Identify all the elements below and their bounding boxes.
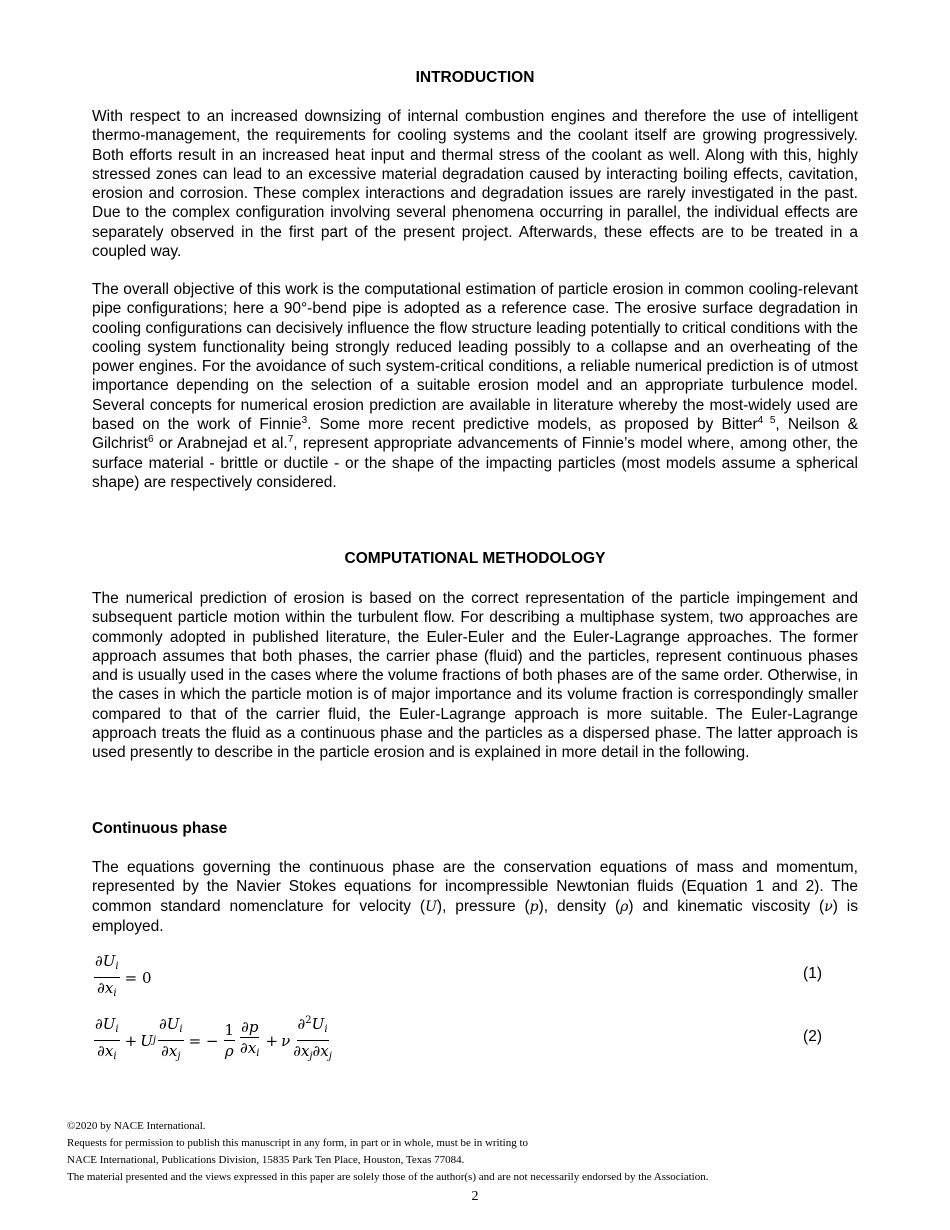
introduction-heading: INTRODUCTION [415, 69, 535, 86]
footer-line-2: Requests for permission to publish this manuscript in any form, in part or in whole, must be in writing to [67, 1137, 529, 1149]
introduction-paragraph-1: With respect to an increased downsizing of internal combustion engines and therefore the use of intelligent thermo-management, the requirements for cooling systems and the coolant itself are growing progressively. Both efforts result in an increased heat input and thermal stress of the coolant as well. Along with this, highly stressed zones can lead to an excessive material degradation caused by interacting boiling effects, cavitation, erosion and corrosion. These complex interactions and degradation issues are rarely investigated in the past. Due to the complex configuration involving several phenomena occurring in parallel, the individual effects are separately observed in the first part of the present project. Afterwards, these effects are to be treated in a coupled way. [92, 108, 858, 261]
intro-p2-text-c: , Neilson & Gilchrist [92, 416, 859, 453]
intro-p2-text-e: , represent appropriate advancements of Finnie’s model where, among other, the surface material - brittle or ductile - or the shape of the impacting particles (most models assume a spherical shape) are respectively considered. [92, 435, 858, 491]
cp-text-b: ), pressure ( [436, 897, 530, 915]
ref-arabnejad: 7 [287, 434, 294, 446]
cp-text-a: The equations governing the continuous phase are the conservation equations of mass and momentum, represented by the Navier Stokes equations for incompressible Newtonian fluids (Equation 1 and 2). The common standard nomenclature for velocity ( [92, 859, 858, 915]
footer-line-1: ©2020 by NACE International. [67, 1120, 206, 1132]
intro-p2-text-b: . Some more recent predictive models, as proposed by Bitter [307, 416, 758, 434]
symbol-density: ρ [620, 898, 629, 915]
fraction-dui-dxi: $\frac{\partial U_i}{\partial x_i}$ [95, 952, 119, 999]
equation-2 [92, 1015, 822, 1063]
equation-1-rhs: = 0 [124, 968, 152, 987]
continuous-phase-heading: Continuous phase [92, 820, 228, 837]
page-number: 2 [471, 1189, 479, 1204]
symbol-viscosity: ν [824, 898, 833, 915]
symbol-pressure: p [529, 898, 539, 915]
equation-1-formula [92, 952, 152, 1003]
cp-text-e: ) is employed. [92, 897, 858, 935]
ref-finnie: 3 [301, 414, 308, 426]
equation-1-number: (1) [803, 965, 822, 982]
footer-line-4: The material presented and the views expressed in this paper are solely those of the author(s) and are not necessarily endorsed by the Association. [67, 1171, 709, 1183]
methodology-paragraph: The numerical prediction of erosion is based on the correct representation of the particle impingement and subsequent particle motion within the turbulent flow. For describing a multiphase system, two approaches are commonly adopted in published literature, the Euler-Euler and the Euler-Lagrange approaches. The former approach assumes that both phases, the carrier phase (fluid) and the particles, represent continuous phases and is usually used in the cases where the volume fractions of both phases are of the same order. Otherwise, in the cases in which the particle motion is of major importance and its volume fraction is correspondingly smaller compared to that of the carrier fluid, the Euler-Lagrange approach is more suitable. The Euler-Lagrange approach treats the fluid as a continuous phase and the particles as a dispersed phase. The latter approach is used presently to describe in the particle erosion and is explained in more detail in the following. [92, 590, 858, 762]
continuous-phase-paragraph [92, 858, 858, 936]
cp-text-d: ) and kinematic viscosity ( [628, 897, 825, 915]
footer-line-3: NACE International, Publications Division, 15835 Park Ten Place, Houston, Texas 77084. [67, 1154, 465, 1166]
intro-p2-text-a: The overall objective of this work is the computational estimation of particle erosion in common cooling-relevant pipe configurations; here a 90°-bend pipe is adopted as a reference case. The erosive surface degradation in cooling configurations can decisively influence the flow structure leading potentially to critical conditions with the cooling system functionality being strongly reduced leading possibly to a collapse and an overheating of the power engines. For the avoidance of such system-critical conditions, a reliable numerical prediction is of utmost importance depending on the selection of a suitable erosion model and an appropriate turbulence model. Several concepts for numerical erosion prediction are available in literature whereby the most-widely used are based on the work of Finnie [92, 281, 858, 434]
copyright-footer [67, 1118, 867, 1186]
introduction-paragraph-2 [92, 280, 858, 492]
equation-2-number: (2) [803, 1028, 822, 1045]
symbol-velocity: U [425, 898, 437, 915]
ref-neilson: 6 [147, 434, 154, 446]
equation-2-formula: $\frac{\partial U_i}{\partial x_i}$ + U j $\frac{\partial U_i}{\partial x_j}$ = − $\frac{1}{\rho}$ $\frac{\partial p}{\partial x_i}$ + ν $\frac{\partial^2U_i}{\partial x_j\partial x_j}$ [95, 1015, 332, 1062]
cp-text-c: ), density ( [538, 897, 621, 915]
equation-1 [92, 952, 822, 1000]
ref-bitter: 4 5 [757, 414, 776, 426]
intro-p2-text-d: or Arabnejad et al. [153, 435, 288, 453]
methodology-heading: COMPUTATIONAL METHODOLOGY [344, 550, 606, 567]
